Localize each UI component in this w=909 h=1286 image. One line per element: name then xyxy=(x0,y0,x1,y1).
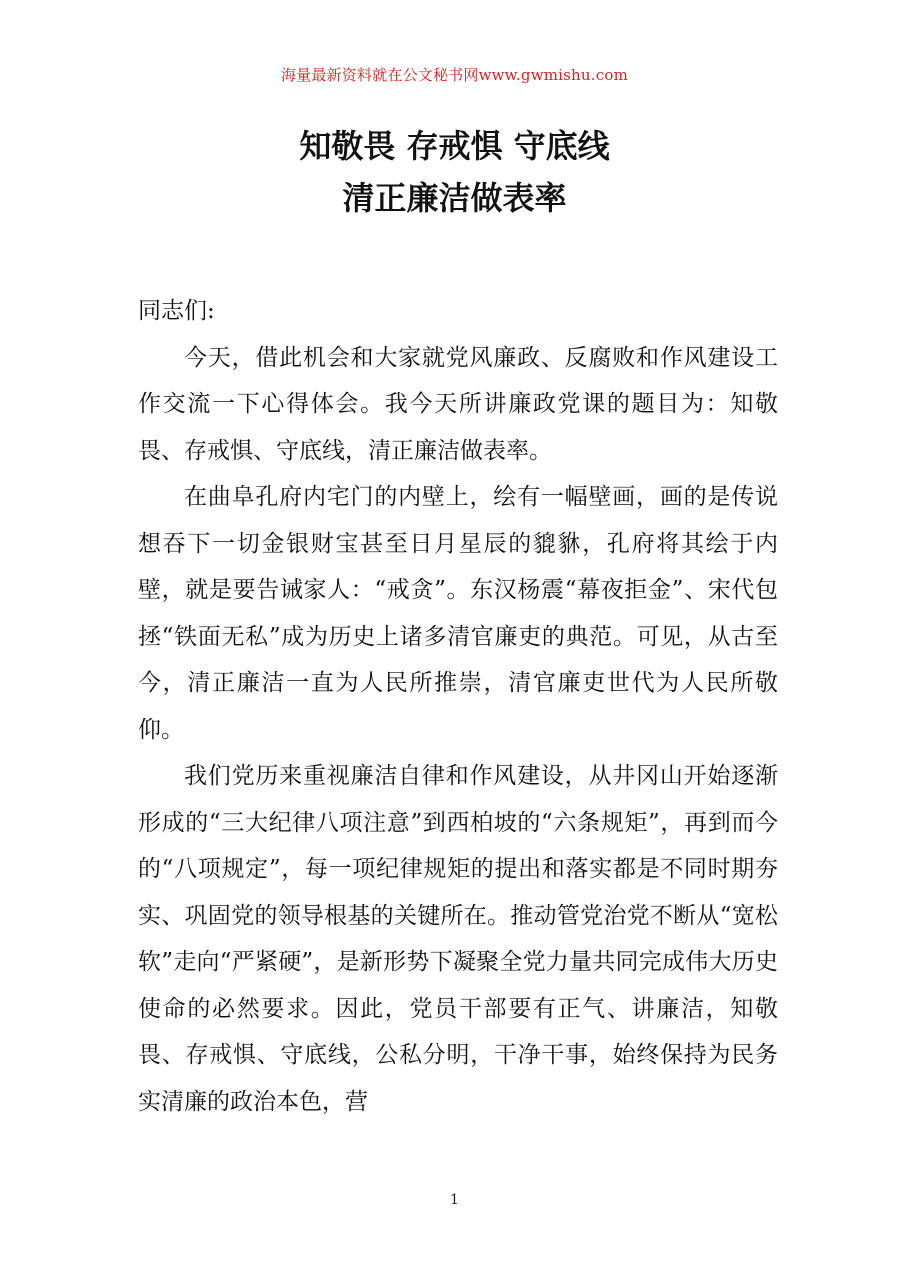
paragraph-2: 在曲阜孔府内宅门的内壁上，绘有一幅壁画，画的是传说想吞下一切金银财宝甚至日月星辰的貔貅，孔府将其绘于内壁，就是要告诫家人：“戒贪”。东汉杨震“幕夜拒金”、宋代包拯“铁面无私”成为历史上诸多清官廉吏的典范。可见，从古至今，清正廉洁一直为人民所推崇，清官廉吏世代为人民所敬仰。 xyxy=(138,484,778,743)
title-line-1: 知敬畏 存戒惧 守底线 xyxy=(299,127,610,165)
paragraph-1: 今天，借此机会和大家就党风廉政、反腐败和作风建设工作交流一下心得体会。我今天所讲廉政党课的题目为：知敬畏、存戒惧、守底线，清正廉洁做表率。 xyxy=(138,344,778,464)
document-title xyxy=(0,120,909,224)
page-number: 1 xyxy=(450,1192,459,1208)
title-line-2: 清正廉洁做表率 xyxy=(342,179,567,217)
salutation: 同志们: xyxy=(138,298,215,324)
paragraph-3: 我们党历来重视廉洁自律和作风建设，从井冈山开始逐渐形成的“三大纪律八项注意”到西柏坡的“六条规矩”，再到而今的“八项规定”，每一项纪律规矩的提出和落实都是不同时期夯实、巩固党的领导根基的关键所在。推动管党治党不断从“宽松软”走向“严紧硬”，是新形势下凝聚全党力量共同完成伟大历史使命的必然要求。因此，党员干部要有正气、讲廉洁，知敬畏、存戒惧、守底线，公私分明，干净干事，始终保持为民务实清廉的政治本色，营 xyxy=(138,763,778,1115)
document-body xyxy=(138,288,778,1125)
page-header-link: 海量最新资料就在公文秘书网www.gwmishu.com xyxy=(280,66,628,84)
